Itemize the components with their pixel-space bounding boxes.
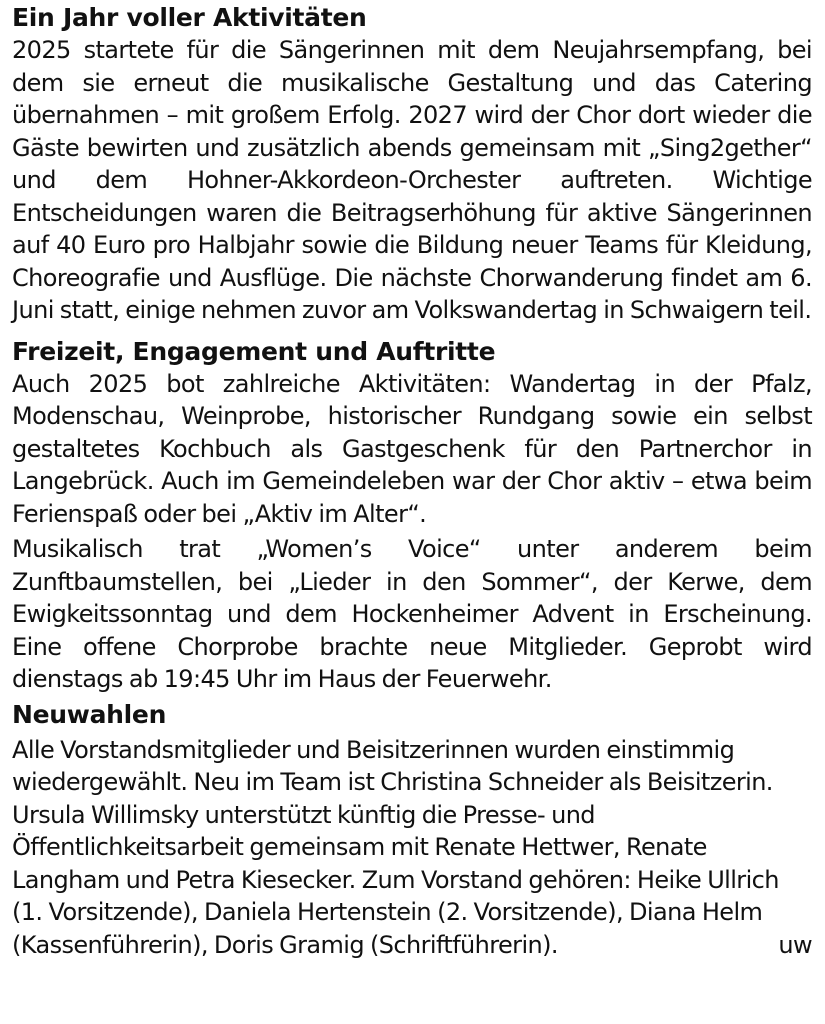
section-heading-leisure: Freizeit, Engagement und Auftritte	[12, 336, 496, 366]
article	[12, 2, 812, 961]
author-initials: uw	[778, 930, 812, 959]
paragraph-performances: Musikalisch trat „Women’s Voice“ unter anderem beim Zunftbaumstellen, bei „Lieder in den Sommer“, der Kerwe, dem Ewigkeitssonntag und dem Hockenheimer Advent in Erscheinung. Eine offene Chorprobe brachte neue Mitglieder. Geprobt wird dienstags ab 19:45 Uhr im Haus der Feuerwehr.	[12, 535, 812, 693]
section-heading-elections: Neuwahlen	[12, 699, 167, 729]
section-heading-activities: Ein Jahr voller Aktivitäten	[12, 3, 367, 32]
paragraph-elections: Alle Vorstandsmitglieder und Beisitzerinnen wurden einstimmig wiedergewählt. Neu im Team ist Christina Schneider als Beisitzerin. Ursula Willimsky unterstützt künftig die Presse- und Öffentlichkeitsarbeit gemeinsam mit Renate Hettwer, Renate Langham und Petra Kiesecker. Zum Vorstand gehören: Heike Ullrich (1. Vorsitzende), Daniela Hertenstein (2. Vorsitzende), Diana Helm (Kassenführerin), Doris Gramig (Schriftführerin).	[12, 735, 779, 959]
spacer	[12, 327, 812, 336]
paragraph-leisure: Auch 2025 bot zahlreiche Aktivitäten: Wandertag in der Pfalz, Modenschau, Weinprobe, historischer Rundgang sowie ein selbst gestaltetes Kochbuch als Gastgeschenk für den Partnerchor in Langebrück. Auch im Gemeindeleben war der Chor aktiv – etwa beim Ferienspaß oder bei „Aktiv im Alter“.	[12, 369, 812, 528]
elections-block	[12, 734, 812, 962]
paragraph-activities: 2025 startete für die Sängerinnen mit dem Neujahrsempfang, bei dem sie erneut die musikalische Gestaltung und das Catering übernahmen – mit großem Erfolg. 2027 wird der Chor dort wieder die Gäste bewirten und zusätzlich abends gemeinsam mit „Sing2gether“ und dem Hohner-Akkordeon-Orchester auftreten. Wichtige Entscheidungen waren die Beitragserhöhung für aktive Sängerinnen auf 40 Euro pro Halbjahr sowie die Bildung neuer Teams für Kleidung, Choreografie und Ausflüge. Die nächste Chorwanderung findet am 6. Juni statt, einige nehmen zuvor am Volkswandertag in Schwaigern teil.	[12, 36, 812, 324]
